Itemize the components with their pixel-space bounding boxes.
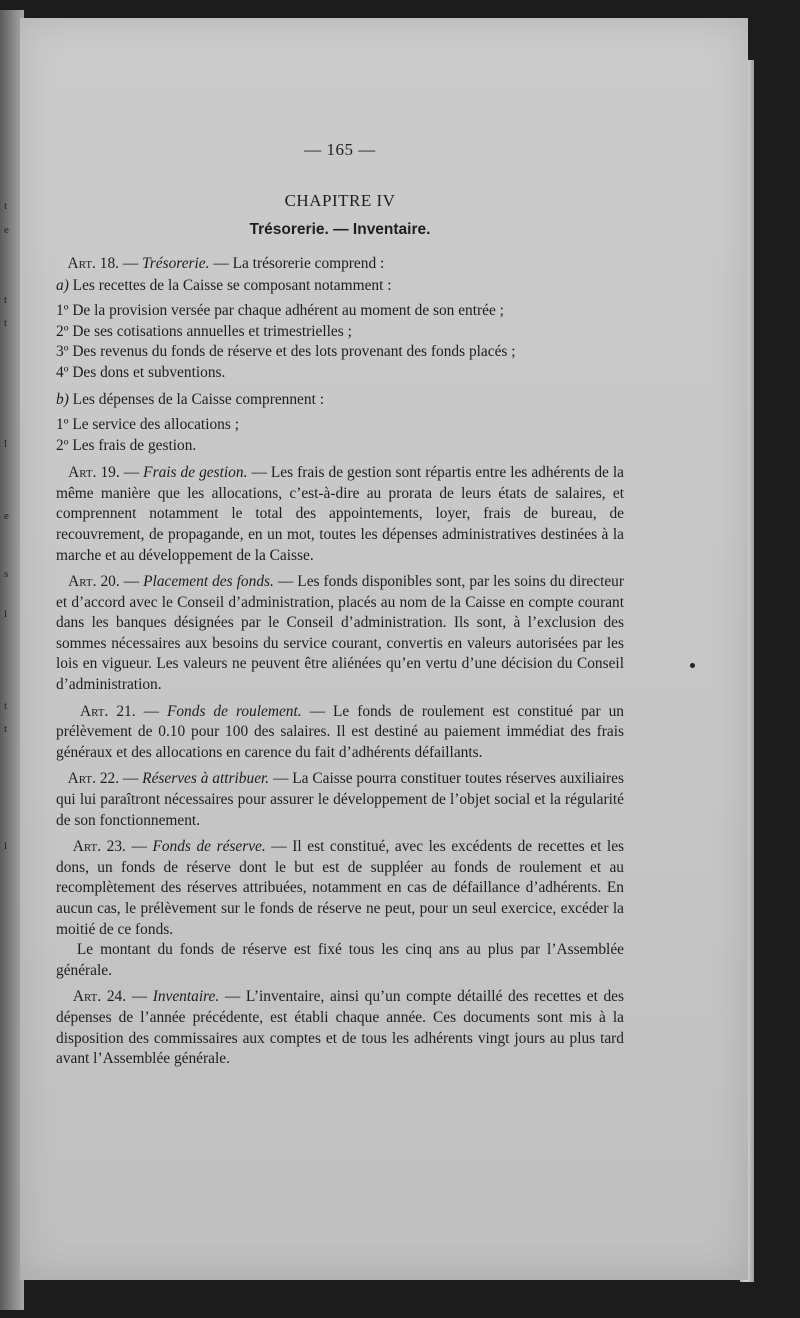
page-number: — 165 — bbox=[304, 140, 376, 159]
article-number: 20. — bbox=[96, 573, 144, 591]
article-24 bbox=[56, 987, 624, 1069]
list-b-heading bbox=[56, 390, 624, 411]
edge-mark: l bbox=[4, 608, 8, 620]
edge-mark: t bbox=[4, 700, 8, 712]
article-title: Fonds de réserve. bbox=[152, 838, 266, 856]
article-title: Réserves à attribuer. bbox=[142, 770, 270, 788]
article-number: 18. — bbox=[95, 254, 143, 272]
article-text: — Les fonds disponibles sont, par les soins du directeur et d’accord avec le Conseil d’administration, placés au nom de la Caisse en compte courant dans les banques désignées par le Conseil d’administration. Ils sont, à l’exclusion des sommes nécessaires aux besoins du service courant, convertis en valeurs autorisées par les lois en vigueur. Les valeurs ne peuvent être aliénées qu’en vertu d’une décision du Conseil d’administration. bbox=[56, 573, 624, 694]
article-label: Art. bbox=[72, 838, 102, 856]
article-title: Inventaire. bbox=[152, 988, 220, 1006]
edge-mark: t bbox=[4, 723, 8, 735]
edge-mark: e bbox=[4, 224, 9, 236]
article-label: Art. bbox=[79, 702, 109, 720]
article-label: Art. bbox=[67, 254, 96, 272]
list-item: 1º Le service des allocations ; bbox=[56, 415, 239, 433]
edge-mark: t bbox=[4, 317, 8, 329]
article-title: Placement des fonds. bbox=[143, 573, 274, 591]
article-text: — L’inventaire, ainsi qu’un compte détaillé des recettes et des dépenses de l’année précédente, est établi chaque année. Ces documents sont mis à la disposition des commissaires aux comptes et de tous les adhérents vingt jours au plus tard avant l’Assemblée générale. bbox=[56, 988, 624, 1068]
list-item: 1º De la provision versée par chaque adhérent au moment de son entrée ; bbox=[56, 301, 504, 319]
edge-mark: s bbox=[4, 568, 9, 580]
edge-mark: l bbox=[4, 438, 8, 450]
article-number: 22. — bbox=[95, 770, 143, 788]
article-text: — La Caisse pourra constituer toutes réserves auxiliaires qui lui paraîtront nécessaires pour assurer le développement de l’objet social et la régularité de son fonctionnement. bbox=[56, 770, 625, 829]
article-label: Art. bbox=[68, 573, 97, 591]
article-18 bbox=[56, 254, 624, 275]
article-number: 21. — bbox=[108, 702, 167, 720]
article-number: 24. — bbox=[101, 988, 153, 1006]
article-23 bbox=[56, 837, 624, 940]
article-number: 19. — bbox=[96, 464, 144, 482]
list-item: 2º De ses cotisations annuelles et trimestrielles ; bbox=[56, 322, 352, 340]
article-19 bbox=[56, 463, 624, 566]
section-title: Trésorerie. — Inventaire. bbox=[249, 221, 431, 239]
article-21 bbox=[56, 702, 624, 764]
list-heading-text: Les dépenses de la Caisse comprennent : bbox=[68, 391, 324, 409]
list-a-heading bbox=[56, 276, 624, 297]
article-20 bbox=[56, 572, 624, 696]
article-label: Art. bbox=[72, 988, 102, 1006]
ink-dot bbox=[690, 663, 695, 668]
edge-mark: e bbox=[4, 510, 9, 522]
article-text: Le montant du fonds de réserve est fixé tous les cinq ans au plus par l’Assemblée générale. bbox=[56, 941, 624, 979]
article-text: — Les frais de gestion sont répartis entre les adhérents de la même manière que les allocations, c’est-à-dire au prorata de leurs états de salaires, et comprennent notamment le total des appointements, loyer, frais de bureau, de recouvrement, de propagande, en un mot, toutes les dépenses administratives destinées à la marche et au développement de la Caisse. bbox=[56, 464, 624, 564]
article-label: Art. bbox=[68, 464, 97, 482]
list-item: 3º Des revenus du fonds de réserve et des lots provenant des fonds placés ; bbox=[56, 343, 516, 361]
page-text bbox=[56, 140, 624, 1076]
edge-mark: t bbox=[4, 294, 8, 306]
edge-mark: t bbox=[4, 200, 8, 212]
article-number: 23. — bbox=[101, 838, 153, 856]
article-label: Art. bbox=[67, 770, 96, 788]
article-title: Fonds de roulement. bbox=[166, 702, 302, 720]
article-text: — Il est constitué, avec les excédents de recettes et les dons, un fonds de réserve dont le but est de suppléer au fonds de roulement et au recomplètement des réserves attribuées, notamment en cas de défaillance d’adhérents. En aucun cas, le prélèvement sur le fonds de réserve ne peut, pour un seul exercice, excéder la moitié de ce fonds. bbox=[56, 838, 625, 938]
article-text: — La trésorerie comprend : bbox=[209, 254, 385, 272]
list-letter: b) bbox=[56, 391, 69, 409]
chapter-heading: CHAPITRE IV bbox=[284, 190, 396, 210]
list-item: 4º Des dons et subventions. bbox=[56, 363, 226, 381]
article-23-continued bbox=[56, 940, 624, 981]
article-title: Trésorerie. bbox=[142, 254, 210, 272]
article-22 bbox=[56, 769, 624, 831]
edge-mark: l bbox=[4, 840, 8, 852]
list-item: 2º Les frais de gestion. bbox=[56, 436, 197, 454]
list-heading-text: Les recettes de la Caisse se composant notamment : bbox=[68, 277, 392, 295]
article-text: — Le fonds de roulement est constitué par un prélèvement de 0.10 pour 100 des salaires. Il est destiné au paiement immédiat des frais généraux et des allocations en carence du fait d’adhérents défaillants. bbox=[56, 702, 624, 761]
list-letter: a) bbox=[56, 277, 69, 295]
article-title: Frais de gestion. bbox=[143, 464, 248, 482]
